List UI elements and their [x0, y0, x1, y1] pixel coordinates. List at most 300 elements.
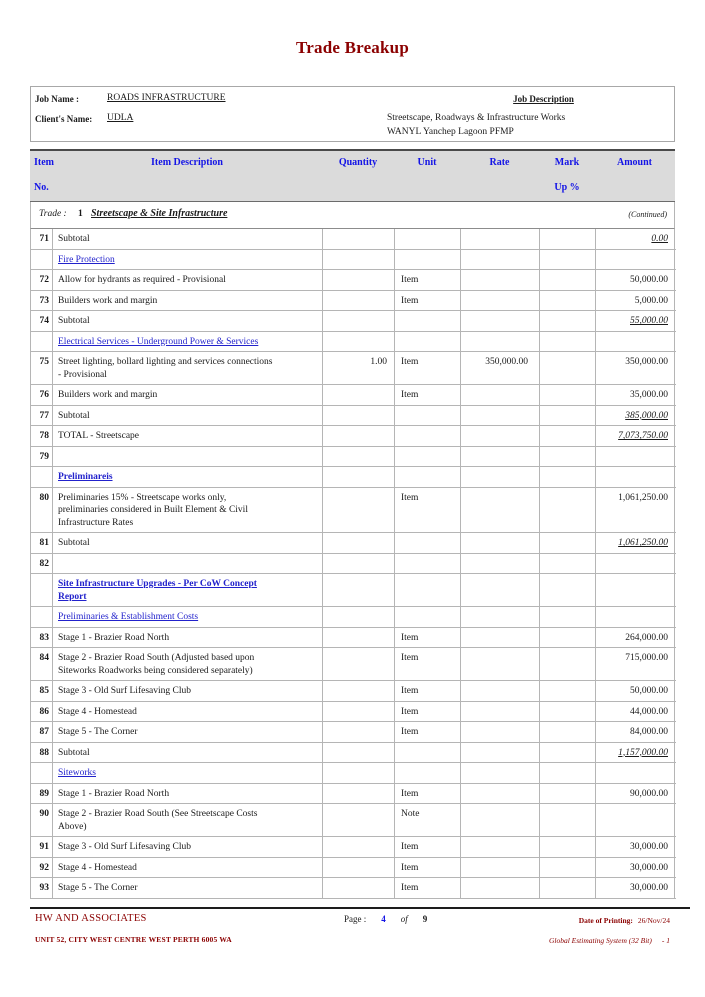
description-line: Stage 2 - Brazier Road South (Adjusted based upon — [58, 653, 255, 663]
section-heading: Siteworks — [58, 768, 96, 778]
description-cell — [53, 270, 323, 290]
amount-cell: 385,000.00 — [596, 406, 675, 426]
description-cell — [53, 229, 323, 249]
markup-cell — [540, 467, 596, 487]
amount-cell: 1,061,250.00 — [596, 533, 675, 553]
description-line: Subtotal — [58, 538, 90, 548]
unit-cell: Item — [395, 291, 461, 311]
client-name-label: Client's Name: — [35, 114, 93, 124]
unit-cell — [395, 467, 461, 487]
quantity-cell — [323, 878, 395, 898]
quantity-cell — [323, 229, 395, 249]
header-markup: Mark — [554, 157, 580, 168]
description-line: Above) — [58, 821, 87, 832]
quantity-cell — [323, 311, 395, 331]
rate-cell — [461, 426, 540, 446]
amount-cell: 50,000.00 — [596, 270, 675, 290]
unit-cell — [395, 229, 461, 249]
unit-cell: Item — [395, 385, 461, 405]
item-no-cell: 87 — [31, 722, 53, 742]
rate-cell — [461, 311, 540, 331]
trade-number: 1 — [78, 209, 83, 219]
description-line — [58, 767, 318, 780]
trade-row — [30, 202, 675, 229]
unit-cell — [395, 743, 461, 763]
description-cell — [53, 311, 323, 331]
unit-cell: Item — [395, 681, 461, 701]
rate-cell — [461, 385, 540, 405]
description-line — [58, 578, 318, 591]
item-no-cell — [31, 607, 53, 627]
rate-cell — [461, 722, 540, 742]
amount-cell: 30,000.00 — [596, 878, 675, 898]
item-no-cell — [31, 250, 53, 270]
markup-cell — [540, 784, 596, 804]
description-line: preliminaries considered in Built Element & Civil — [58, 505, 248, 515]
table-row — [31, 804, 676, 837]
item-no-cell: 80 — [31, 488, 53, 533]
amount-cell: 50,000.00 — [596, 681, 675, 701]
item-no-cell: 83 — [31, 628, 53, 648]
header-no: No. — [34, 182, 49, 193]
unit-cell: Item — [395, 270, 461, 290]
job-name-value: ROADS INFRASTRUCTURE — [107, 93, 226, 103]
page-of-label: of — [400, 914, 408, 924]
description-line: TOTAL - Streetscape — [58, 431, 140, 441]
table-row — [31, 837, 676, 858]
amount-cell — [596, 763, 675, 783]
markup-cell — [540, 722, 596, 742]
description-cell — [53, 607, 323, 627]
unit-cell: Note — [395, 804, 461, 836]
unit-cell — [395, 447, 461, 467]
markup-cell — [540, 743, 596, 763]
table-row — [31, 784, 676, 805]
page-number: 4 — [381, 914, 386, 924]
item-no-cell: 79 — [31, 447, 53, 467]
item-no-cell: 84 — [31, 648, 53, 680]
description-cell — [53, 488, 323, 533]
quantity-cell — [323, 385, 395, 405]
table-row — [31, 858, 676, 879]
unit-cell: Item — [395, 837, 461, 857]
amount-cell: 0.00 — [596, 229, 675, 249]
description-line: Street lighting, bollard lighting and services connections — [58, 357, 273, 367]
section-heading: Site Infrastructure Upgrades - Per CoW Concept — [58, 579, 257, 589]
rate-cell — [461, 467, 540, 487]
rate-cell — [461, 607, 540, 627]
item-no-cell: 71 — [31, 229, 53, 249]
description-line: Stage 2 - Brazier Road South (See Streetscape Costs — [58, 809, 258, 819]
description-line — [58, 254, 318, 267]
rate-cell — [461, 743, 540, 763]
table-row — [31, 270, 676, 291]
quantity-cell — [323, 332, 395, 352]
header-markup-pct: Up % — [554, 182, 580, 193]
table-row — [31, 352, 676, 385]
amount-cell: 715,000.00 — [596, 648, 675, 680]
amount-cell: 1,061,250.00 — [596, 488, 675, 533]
table-row — [31, 763, 676, 784]
unit-cell: Item — [395, 488, 461, 533]
client-name-value: UDLA — [107, 113, 134, 123]
amount-cell — [596, 332, 675, 352]
item-no-cell — [31, 332, 53, 352]
unit-cell — [395, 607, 461, 627]
unit-cell: Item — [395, 878, 461, 898]
description-line: Stage 3 - Old Surf Lifesaving Club — [58, 842, 191, 852]
description-line: Subtotal — [58, 234, 90, 244]
table-row — [31, 554, 676, 575]
item-no-cell: 91 — [31, 837, 53, 857]
item-no-cell: 81 — [31, 533, 53, 553]
item-no-cell: 88 — [31, 743, 53, 763]
amount-cell: 90,000.00 — [596, 784, 675, 804]
amount-cell — [596, 607, 675, 627]
unit-cell: Item — [395, 628, 461, 648]
item-no-cell: 82 — [31, 554, 53, 574]
markup-cell — [540, 311, 596, 331]
description-cell — [53, 467, 323, 487]
markup-cell — [540, 270, 596, 290]
item-no-cell: 73 — [31, 291, 53, 311]
table-row — [31, 681, 676, 702]
amount-cell: 1,157,000.00 — [596, 743, 675, 763]
unit-cell: Item — [395, 648, 461, 680]
item-no-cell: 74 — [31, 311, 53, 331]
markup-cell — [540, 447, 596, 467]
description-cell — [53, 352, 323, 384]
table-row — [31, 229, 676, 250]
rate-cell — [461, 702, 540, 722]
table-row — [31, 467, 676, 488]
rate-cell: 350,000.00 — [461, 352, 540, 384]
trade-name: Streetscape & Site Infrastructure — [91, 208, 228, 219]
quantity-cell — [323, 858, 395, 878]
description-cell — [53, 878, 323, 898]
page-total: 9 — [422, 914, 428, 924]
description-line: Subtotal — [58, 316, 90, 326]
item-no-cell: 89 — [31, 784, 53, 804]
table-row — [31, 607, 676, 628]
quantity-cell — [323, 607, 395, 627]
continued-note: (Continued) — [628, 210, 667, 219]
page-label: Page : — [344, 914, 367, 924]
header-description: Item Description — [151, 157, 223, 168]
markup-cell — [540, 702, 596, 722]
quantity-cell — [323, 488, 395, 533]
job-description-line-2: WANYL Yanchep Lagoon PFMP — [387, 127, 514, 137]
markup-cell — [540, 385, 596, 405]
description-line: - Provisional — [58, 369, 107, 380]
amount-cell: 264,000.00 — [596, 628, 675, 648]
description-line — [58, 336, 318, 349]
table-row — [31, 878, 676, 899]
quantity-cell — [323, 702, 395, 722]
quantity-cell — [323, 784, 395, 804]
item-no-cell: 76 — [31, 385, 53, 405]
quantity-cell — [323, 406, 395, 426]
quantity-cell — [323, 426, 395, 446]
amount-cell: 35,000.00 — [596, 385, 675, 405]
description-line: Subtotal — [58, 410, 90, 421]
amount-cell — [596, 574, 675, 606]
markup-cell — [540, 229, 596, 249]
rate-cell — [461, 406, 540, 426]
description-cell — [53, 743, 323, 763]
table-body — [30, 229, 676, 899]
description-cell — [53, 628, 323, 648]
item-no-cell: 77 — [31, 406, 53, 426]
section-heading: Report — [58, 591, 87, 602]
table-row — [31, 628, 676, 649]
table-row — [31, 447, 676, 468]
description-line: Allow for hydrants as required - Provisional — [58, 275, 226, 285]
markup-cell — [540, 426, 596, 446]
amount-cell: 84,000.00 — [596, 722, 675, 742]
markup-cell — [540, 406, 596, 426]
rate-cell — [461, 837, 540, 857]
markup-cell — [540, 488, 596, 533]
footer-system-name — [549, 936, 670, 945]
unit-cell — [395, 426, 461, 446]
table-row — [31, 385, 676, 406]
quantity-cell — [323, 681, 395, 701]
rate-cell — [461, 250, 540, 270]
quantity-cell — [323, 722, 395, 742]
markup-cell — [540, 681, 596, 701]
quantity-cell — [323, 270, 395, 290]
description-cell — [53, 722, 323, 742]
footer-company: HW AND ASSOCIATES — [35, 913, 147, 924]
rate-cell — [461, 681, 540, 701]
rate-cell — [461, 488, 540, 533]
description-cell — [53, 858, 323, 878]
markup-cell — [540, 533, 596, 553]
description-cell — [53, 332, 323, 352]
description-line: Preliminaries 15% - Streetscape works only, — [58, 492, 227, 503]
footer-page-indicator — [344, 914, 427, 924]
page-title: Trade Breakup — [296, 38, 409, 57]
amount-cell — [596, 250, 675, 270]
rate-cell — [461, 784, 540, 804]
header-rate: Rate — [489, 157, 510, 168]
item-no-cell: 85 — [31, 681, 53, 701]
job-description-label: Job Description — [513, 94, 574, 104]
table-row — [31, 406, 676, 427]
quantity-cell: 1.00 — [323, 352, 395, 384]
header-unit: Unit — [417, 157, 437, 168]
table-row — [31, 311, 676, 332]
amount-cell: 7,073,750.00 — [596, 426, 675, 446]
rate-cell — [461, 628, 540, 648]
description-cell — [53, 533, 323, 553]
quantity-cell — [323, 628, 395, 648]
unit-cell — [395, 406, 461, 426]
print-date-value: 26/Nov/24 — [637, 916, 670, 925]
job-info-box — [30, 86, 675, 142]
markup-cell — [540, 837, 596, 857]
item-no-cell — [31, 467, 53, 487]
amount-cell — [596, 467, 675, 487]
description-cell — [53, 784, 323, 804]
item-no-cell: 86 — [31, 702, 53, 722]
header-item: Item — [34, 157, 54, 168]
rate-cell — [461, 858, 540, 878]
rate-cell — [461, 291, 540, 311]
quantity-cell — [323, 447, 395, 467]
quantity-cell — [323, 554, 395, 574]
item-no-cell: 72 — [31, 270, 53, 290]
quantity-cell — [323, 804, 395, 836]
amount-cell: 44,000.00 — [596, 702, 675, 722]
quantity-cell — [323, 763, 395, 783]
markup-cell — [540, 878, 596, 898]
rate-cell — [461, 332, 540, 352]
description-line: Subtotal — [58, 747, 90, 758]
table-row — [31, 332, 676, 353]
description-line: Stage 5 - The Corner — [58, 883, 138, 893]
description-line — [58, 471, 318, 484]
amount-cell: 30,000.00 — [596, 837, 675, 857]
table-row — [31, 702, 676, 723]
table-row — [31, 488, 676, 534]
unit-cell: Item — [395, 784, 461, 804]
quantity-cell — [323, 574, 395, 606]
description-cell — [53, 702, 323, 722]
unit-cell — [395, 250, 461, 270]
unit-cell: Item — [395, 858, 461, 878]
markup-cell — [540, 574, 596, 606]
table-header — [30, 149, 675, 202]
amount-cell: 30,000.00 — [596, 858, 675, 878]
description-cell — [53, 648, 323, 680]
item-no-cell: 75 — [31, 352, 53, 384]
item-no-cell: 93 — [31, 878, 53, 898]
quantity-cell — [323, 648, 395, 680]
amount-cell — [596, 554, 675, 574]
description-line: Stage 4 - Homestead — [58, 862, 137, 873]
description-line: Builders work and margin — [58, 295, 158, 306]
amount-cell — [596, 447, 675, 467]
description-cell — [53, 763, 323, 783]
table-row — [31, 426, 676, 447]
rate-cell — [461, 229, 540, 249]
unit-cell — [395, 763, 461, 783]
header-amount: Amount — [616, 157, 652, 168]
section-heading: Fire Protection — [58, 254, 115, 265]
description-cell — [53, 574, 323, 606]
unit-cell — [395, 554, 461, 574]
table-row — [31, 743, 676, 764]
item-no-cell: 78 — [31, 426, 53, 446]
description-line: Builders work and margin — [58, 390, 158, 400]
description-line: Stage 4 - Homestead — [58, 706, 137, 717]
unit-cell: Item — [395, 702, 461, 722]
markup-cell — [540, 804, 596, 836]
rate-cell — [461, 878, 540, 898]
markup-cell — [540, 332, 596, 352]
table-row — [31, 250, 676, 271]
description-cell — [53, 447, 323, 467]
section-heading: Electrical Services - Underground Power & Services — [58, 336, 259, 347]
section-heading: Preliminaries & Establishment Costs — [58, 612, 199, 622]
table-row — [31, 722, 676, 743]
description-cell — [53, 426, 323, 446]
unit-cell — [395, 574, 461, 606]
description-line: Stage 1 - Brazier Road North — [58, 632, 170, 643]
markup-cell — [540, 858, 596, 878]
unit-cell — [395, 311, 461, 331]
job-name-label: Job Name : — [35, 94, 79, 104]
description-cell — [53, 250, 323, 270]
markup-cell — [540, 628, 596, 648]
description-cell — [53, 804, 323, 836]
footer-address: UNIT 52, CITY WEST CENTRE WEST PERTH 6005 WA — [35, 935, 232, 944]
print-date-label: Date of Printing: — [578, 916, 633, 925]
description-cell — [53, 291, 323, 311]
markup-cell — [540, 763, 596, 783]
description-line: Stage 1 - Brazier Road North — [58, 788, 170, 799]
footer-print-date — [579, 916, 670, 925]
markup-cell — [540, 352, 596, 384]
description-cell — [53, 554, 323, 574]
table-row — [31, 533, 676, 554]
table-row — [31, 291, 676, 312]
description-line — [58, 591, 318, 604]
rate-cell — [461, 763, 540, 783]
quantity-cell — [323, 467, 395, 487]
rate-cell — [461, 270, 540, 290]
item-no-cell — [31, 574, 53, 606]
amount-cell: 55,000.00 — [596, 311, 675, 331]
amount-cell: 5,000.00 — [596, 291, 675, 311]
quantity-cell — [323, 291, 395, 311]
item-no-cell — [31, 763, 53, 783]
markup-cell — [540, 291, 596, 311]
description-line: Siteworks Roadworks being considered separately) — [58, 665, 253, 676]
rate-cell — [461, 554, 540, 574]
trade-label: Trade : — [39, 209, 67, 219]
job-description-line-1: Streetscape, Roadways & Infrastructure Works — [387, 113, 566, 123]
markup-cell — [540, 554, 596, 574]
header-quantity: Quantity — [338, 157, 378, 168]
amount-cell — [596, 804, 675, 836]
unit-cell: Item — [395, 722, 461, 742]
unit-cell — [395, 533, 461, 553]
rate-cell — [461, 648, 540, 680]
rate-cell — [461, 574, 540, 606]
description-line: Stage 3 - Old Surf Lifesaving Club — [58, 686, 191, 696]
amount-cell: 350,000.00 — [596, 352, 675, 384]
description-cell — [53, 837, 323, 857]
system-label: Global Estimating System (32 Bit) — [548, 936, 652, 945]
table-row — [31, 648, 676, 681]
description-cell — [53, 681, 323, 701]
unit-cell: Item — [395, 352, 461, 384]
quantity-cell — [323, 743, 395, 763]
markup-cell — [540, 250, 596, 270]
markup-cell — [540, 648, 596, 680]
description-line — [58, 611, 318, 624]
rate-cell — [461, 447, 540, 467]
rate-cell — [461, 804, 540, 836]
item-no-cell: 92 — [31, 858, 53, 878]
description-line: Infrastructure Rates — [58, 517, 134, 528]
unit-cell — [395, 332, 461, 352]
quantity-cell — [323, 837, 395, 857]
system-suffix: - 1 — [661, 936, 670, 945]
